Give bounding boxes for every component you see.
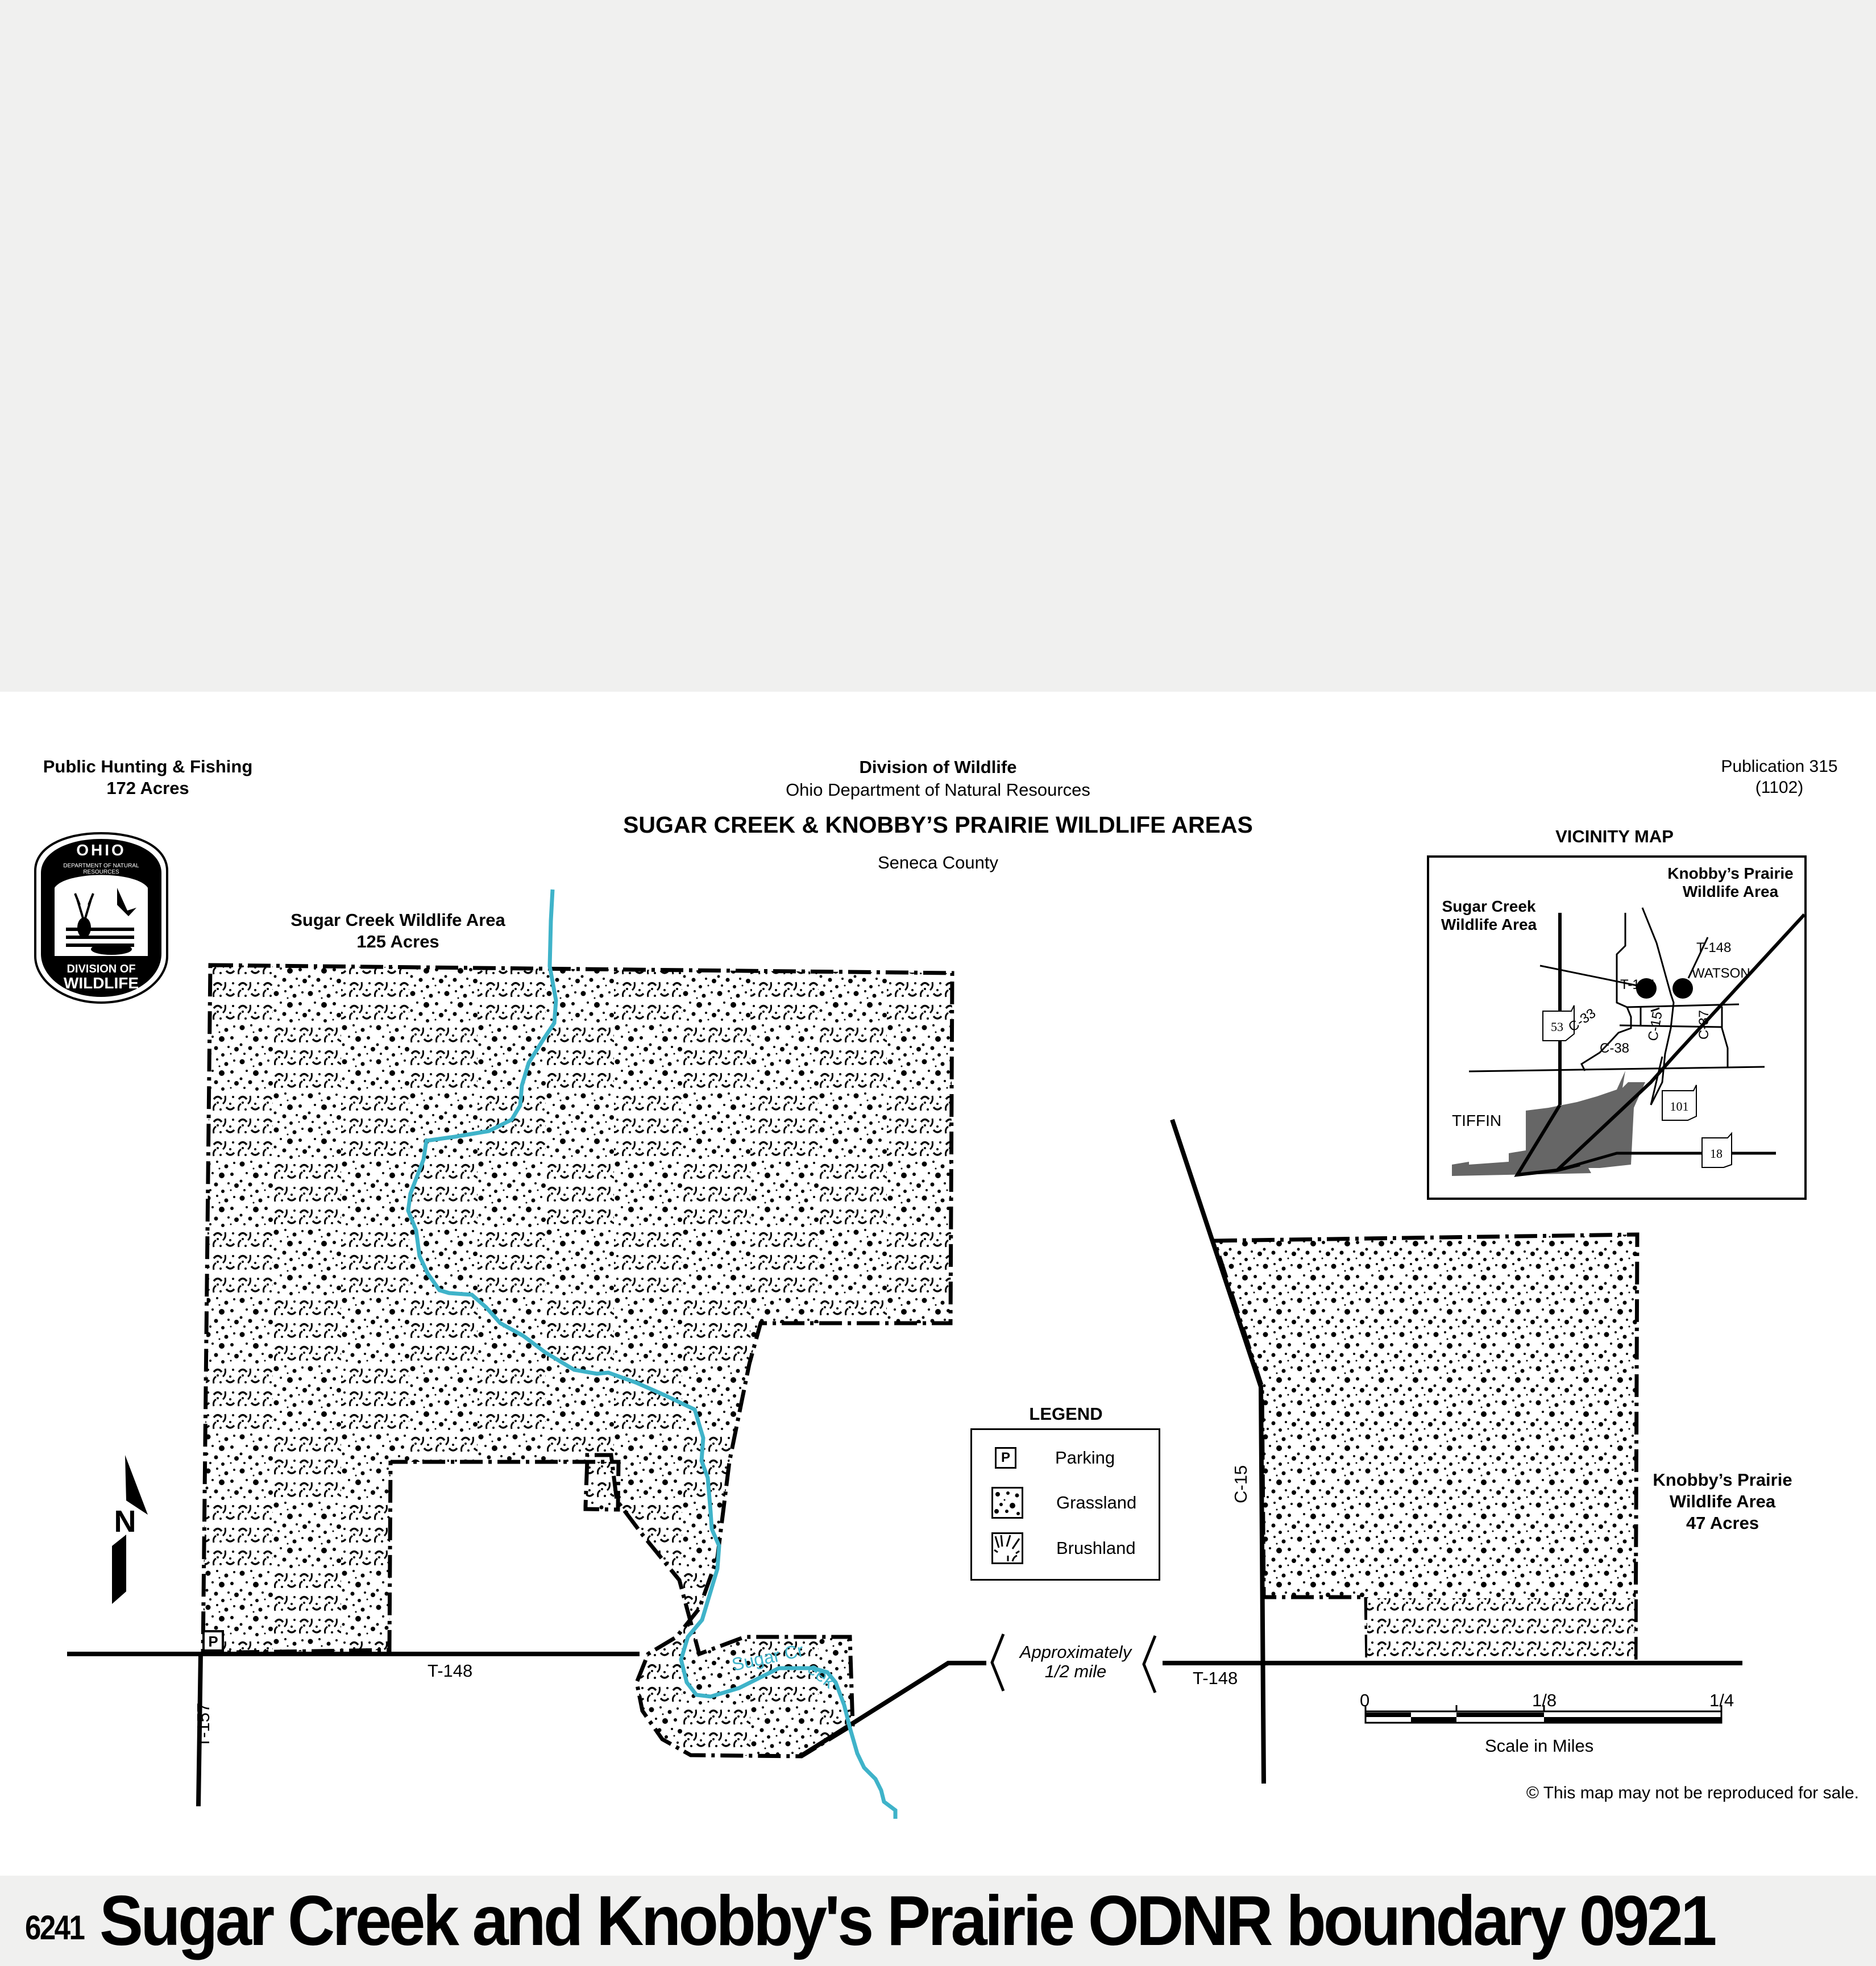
grassland-pattern-icon	[991, 1487, 1023, 1519]
parking-icon	[204, 1631, 223, 1651]
vic-road-c15: C-15	[1645, 1010, 1666, 1042]
vicinity-map-title: VICINITY MAP	[1555, 826, 1674, 846]
total-acres-label: 172 Acres	[106, 778, 189, 798]
route-101-shield	[1662, 1085, 1696, 1120]
road-label-t148-west: T-148	[428, 1661, 473, 1681]
vic-road-t144: T-144	[1620, 977, 1655, 992]
svg-text:eek: eek	[803, 1658, 840, 1693]
svg-text:18: 18	[1710, 1146, 1723, 1161]
odnr-wildlife-logo	[32, 831, 171, 1005]
break-marker-left	[992, 1634, 1003, 1691]
scale-tick-0: 0	[1360, 1690, 1370, 1710]
creek-label: Sugar Cr	[729, 1640, 806, 1675]
logo-division: DIVISION OF	[67, 963, 136, 975]
publication-number: Publication 315	[1721, 757, 1838, 776]
brushland-pattern-icon	[991, 1532, 1023, 1564]
county-label: Seneca County	[878, 853, 998, 872]
svg-text:N: N	[114, 1504, 136, 1539]
vic-sugar-creek-label: Sugar Creek Wildlife Area	[1441, 897, 1537, 933]
vic-road-c37: C-37	[1696, 1009, 1712, 1040]
copyright-note: © This map may not be reproduced for sale.	[1526, 1784, 1859, 1802]
vic-knobbys-label: Knobby’s Prairie Wildlife Area	[1667, 864, 1794, 900]
north-arrow-icon	[112, 1455, 148, 1604]
caption-code: 6241	[25, 1909, 84, 1947]
knobbys-brushland-strip	[1367, 1598, 1634, 1662]
knobbys-prairie-marker	[1672, 978, 1693, 999]
sugar-creek-label: Sugar Creek Wildlife Area 125 Acres	[290, 910, 505, 951]
logo-ohio: OHIO	[76, 841, 126, 859]
svg-text:101: 101	[1670, 1099, 1689, 1113]
caption-title: Sugar Creek and Knobby's Prairie ODNR boundary 0921	[99, 1881, 1715, 1960]
page-title: SUGAR CREEK & KNOBBY’S PRAIRIE WILDLIFE AREAS	[623, 812, 1253, 838]
knobbys-prairie-label: Knobby’s Prairie Wildlife Area 47 Acres	[1653, 1470, 1792, 1533]
vicinity-map	[1427, 855, 1807, 1200]
road-label-c15: C-15	[1231, 1465, 1251, 1503]
legend-item-grassland: Grassland	[991, 1487, 1136, 1519]
legend-item-parking: P Parking	[995, 1447, 1115, 1469]
vic-road-t148: T-148	[1696, 940, 1732, 955]
caption	[25, 1876, 1836, 1966]
logo-wildlife: WILDLIFE	[63, 974, 139, 992]
sugar-creek-boundary	[203, 965, 952, 1756]
division-label: Division of Wildlife	[859, 757, 1017, 777]
vic-city-tiffin: TIFFIN	[1452, 1112, 1502, 1129]
scale-tick-1-4: 1/4	[1709, 1690, 1734, 1710]
legend-title: LEGEND	[1029, 1404, 1103, 1424]
vic-road-watson: WATSON	[1692, 966, 1750, 981]
legend-box	[970, 1428, 1160, 1581]
break-marker-right	[1144, 1636, 1155, 1693]
road-label-t157: T-157	[193, 1702, 213, 1748]
route-18-shield	[1702, 1133, 1732, 1167]
svg-text:P: P	[208, 1633, 218, 1650]
department-label: Ohio Department of Natural Resources	[786, 780, 1090, 800]
scale-label: Scale in Miles	[1485, 1736, 1594, 1756]
vic-road-c38: C-38	[1600, 1041, 1630, 1056]
public-hunting-label: Public Hunting & Fishing	[43, 757, 253, 776]
scale-tick-1-8: 1/8	[1532, 1690, 1557, 1710]
legend-item-brushland: Brushland	[991, 1532, 1136, 1564]
distance-gap-note: Approximately 1/2 mile	[1019, 1642, 1132, 1681]
road-label-t148-east: T-148	[1193, 1668, 1238, 1688]
svg-text:53: 53	[1551, 1020, 1563, 1034]
parking-icon: P	[995, 1447, 1016, 1469]
logo-arc: DEPARTMENT OF NATURAL RESOURCES	[63, 863, 139, 875]
publication-date: (1102)	[1755, 778, 1804, 797]
vic-road-c33: C-33	[1566, 1005, 1599, 1036]
